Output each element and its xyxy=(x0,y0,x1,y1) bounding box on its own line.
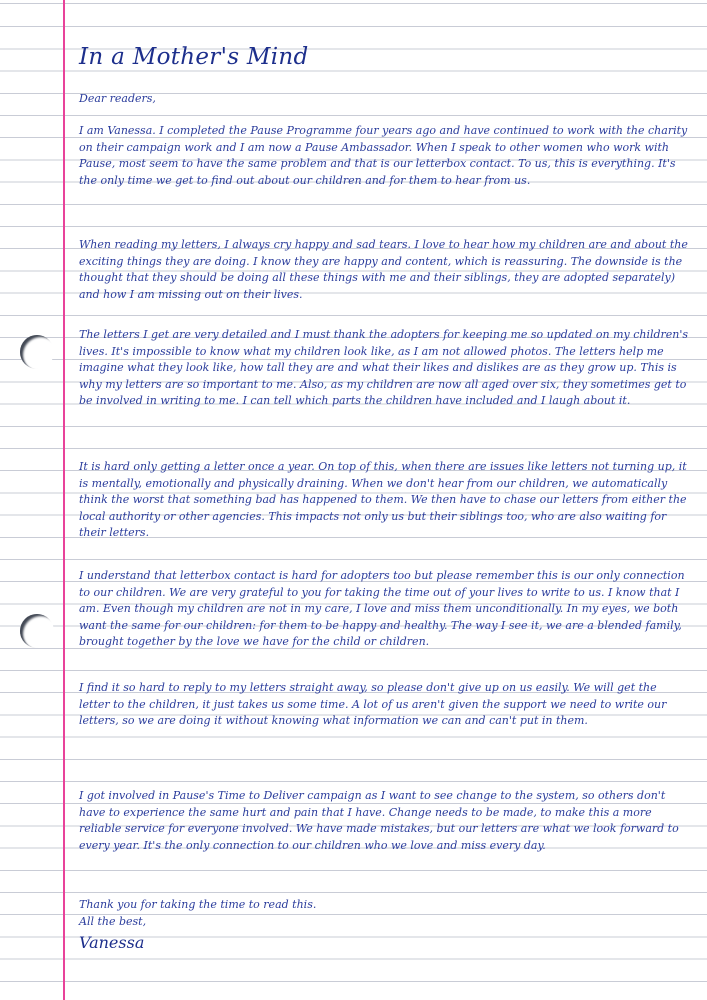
letter-paragraph-2: When reading my letters, I always cry happy and sad tears. I love to hear how my children are and about the exciting things they are doing. I know they are happy and content, which is reassuring. The downside is the thought that they should be doing all these things with me and their siblings, they are adopted separately) and how I am missing out on their lives. xyxy=(79,238,688,301)
punch-hole-bottom xyxy=(20,614,54,648)
letter-paragraph-4: It is hard only getting a letter once a year. On top of this, when there are issues like letters not turning up, it is mentally, emotionally and physically draining. When we don't hear from our children, we automatically think the worst that something bad has happened to them. We then have to chase our letters from either the local authority or other agencies. This impacts not only us but their siblings too, who are also waiting for their letters. xyxy=(79,460,687,539)
notebook-margin-line xyxy=(63,0,65,1000)
letter-greeting: Dear readers, xyxy=(79,92,156,105)
punch-hole-top xyxy=(20,335,54,369)
letter-paragraph-6: I find it so hard to reply to my letters straight away, so please don't give up on us easily. We will get the letter to the children, it just takes us some time. A lot of us aren't given the support we need to write our letters, so we are doing it without knowing what information we can and can't put in them. xyxy=(79,681,667,727)
letter-closing: Thank you for taking the time to read this. xyxy=(79,898,317,911)
letter-paragraph-7: I got involved in Pause's Time to Deliver campaign as I want to see change to the system, so others don't have to experience the same hurt and pain that I have. Change needs to be made, to make this a more reliable service for everyone involved. We have made mistakes, but our letters are what we look forward to every year. It's the only connection to our children who we love and miss every day. xyxy=(79,789,679,852)
letter-signoff: All the best, xyxy=(79,915,147,928)
letter-title: In a Mother's Mind xyxy=(79,44,309,70)
letter-paragraph-3: The letters I get are very detailed and I must thank the adopters for keeping me so updated on my children's lives. It's impossible to know what my children look like, as I am not allowed photos. The letters help me imagine what they look like, how tall they are and what their likes and dislikes are as they grow up. This is why my letters are so important to me. Also, as my children are now all aged over six, they sometimes get to be involved in writing to me. I can tell which parts the children have included and I laugh about it. xyxy=(79,328,689,407)
letter-signature: Vanessa xyxy=(79,933,145,952)
letter-paragraph-5: I understand that letterbox contact is hard for adopters too but please remember this is our only connection to our children. We are very grateful to you for taking the time out of your lives to write to us. I know that I am. Even though my children are not in my care, I love and miss them unconditionally. In my eyes, we both want the same for our children: for them to be happy and healthy. The way I see it, we are a blended family, brought together by the love we have for the child or children. xyxy=(79,569,685,648)
letter-paragraph-1: I am Vanessa. I completed the Pause Programme four years ago and have continued to work with the charity on their campaign work and I am now a Pause Ambassador. When I speak to other women who work with Pause, most seem to have the same problem and that is our letterbox contact. To us, this is everything. It's the only time we get to find out about our children and for them to hear from us. xyxy=(79,124,688,187)
